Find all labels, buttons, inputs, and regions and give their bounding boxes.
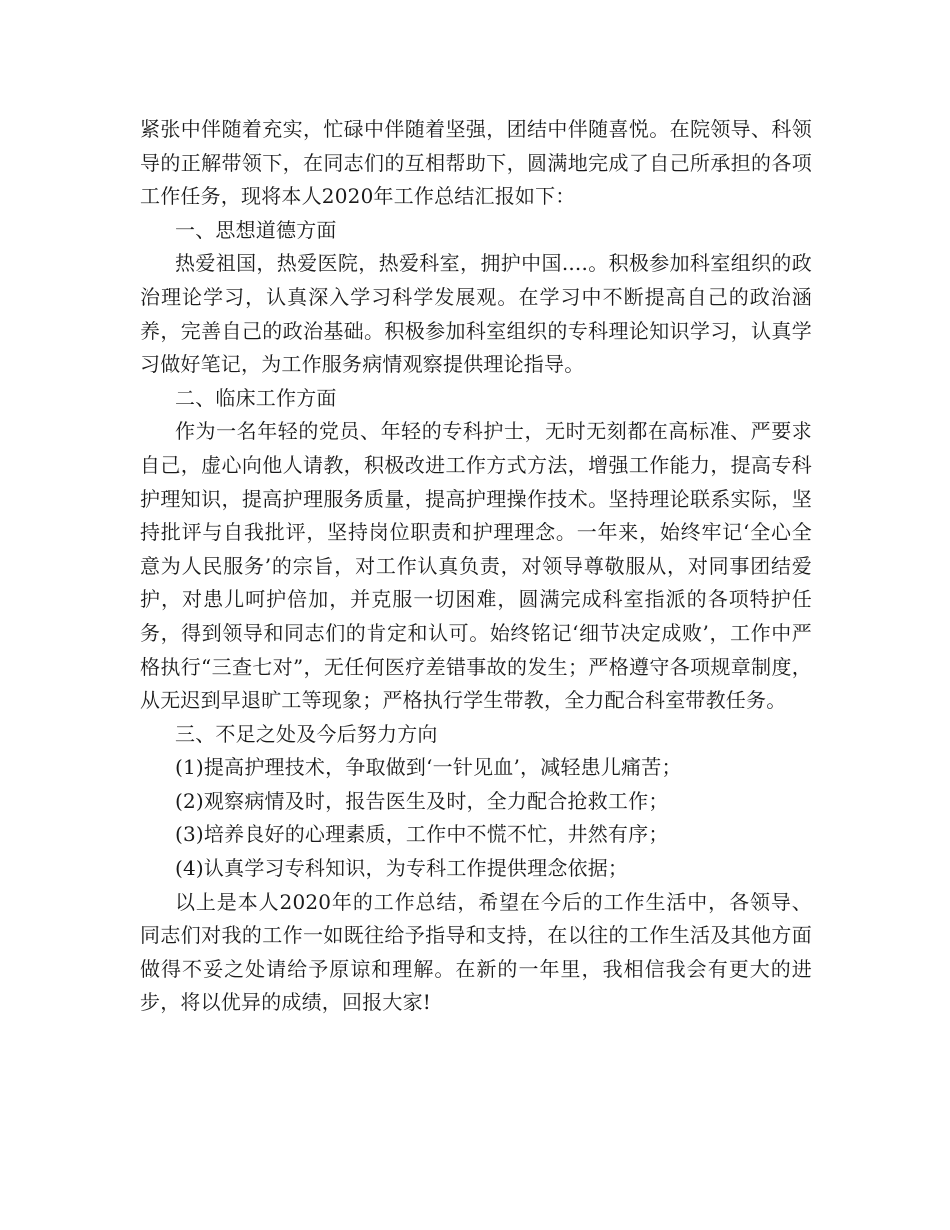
section-heading: 二、临床工作方面 xyxy=(175,385,337,410)
body-paragraph: 紧张中伴随着充实，忙碌中伴随着坚强，团结中伴随喜悦。在院领导、科领导的正解带领下，在同志们的互相帮助下，圆满地完成了自己所承担的各项工作任务，现将本人2020年工作总结汇报如下： xyxy=(140,117,812,209)
document-page xyxy=(140,113,812,1020)
list-item: (1)提高护理技术，争取做到‘一针见血’，减轻患儿痛苦； xyxy=(175,755,682,780)
list-item: (2)观察病情及时，报告医生及时，全力配合抢救工作； xyxy=(175,788,669,813)
list-item: (4)认真学习专科知识，为专科工作提供理念依据； xyxy=(175,856,629,881)
list-item: (3)培养良好的心理素质，工作中不慌不忙，井然有序； xyxy=(175,822,669,847)
section-heading: 一、思想道德方面 xyxy=(175,217,337,242)
body-paragraph: 作为一名年轻的党员、年轻的专科护士，无时无刻都在高标准、严要求自己，虚心向他人请教，积极改进工作方式方法，增强工作能力，提高专科护理知识，提高护理服务质量，提高护理操作技术。坚持理论联系实际，坚持批评与自我批评，坚持岗位职责和护理理念。一年来，始终牢记‘全心全意为人民服务’的宗旨，对工作认真负责，对领导尊敬服从，对同事团结爱护，对患儿呵护倍加，并克服一切困难，圆满完成科室指派的各项特护任务，得到领导和同志们的肯定和认可。始终铭记‘细节决定成败’，工作中严格执行“三查七对”，无任何医疗差错事故的发生；严格遵守各项规章制度，从无迟到早退旷工等现象；严格执行学生带教，全力配合科室带教任务。 xyxy=(140,419,812,713)
section-heading: 三、不足之处及今后努力方向 xyxy=(175,721,438,746)
body-paragraph: 以上是本人2020年的工作总结，希望在今后的工作生活中，各领导、同志们对我的工作一如既往给予指导和支持，在以往的工作生活及其他方面做得不妥之处请给予原谅和理解。在新的一年里，我相信我会有更大的进步，将以优异的成绩，回报大家! xyxy=(140,889,812,1015)
body-paragraph: 热爱祖国，热爱医院，热爱科室，拥护中国....。积极参加科室组织的政治理论学习，认真深入学习科学发展观。在学习中不断提高自己的政治涵养，完善自己的政治基础。积极参加科室组织的专科理论知识学习，认真学习做好笔记，为工作服务病情观察提供理论指导。 xyxy=(140,251,812,377)
